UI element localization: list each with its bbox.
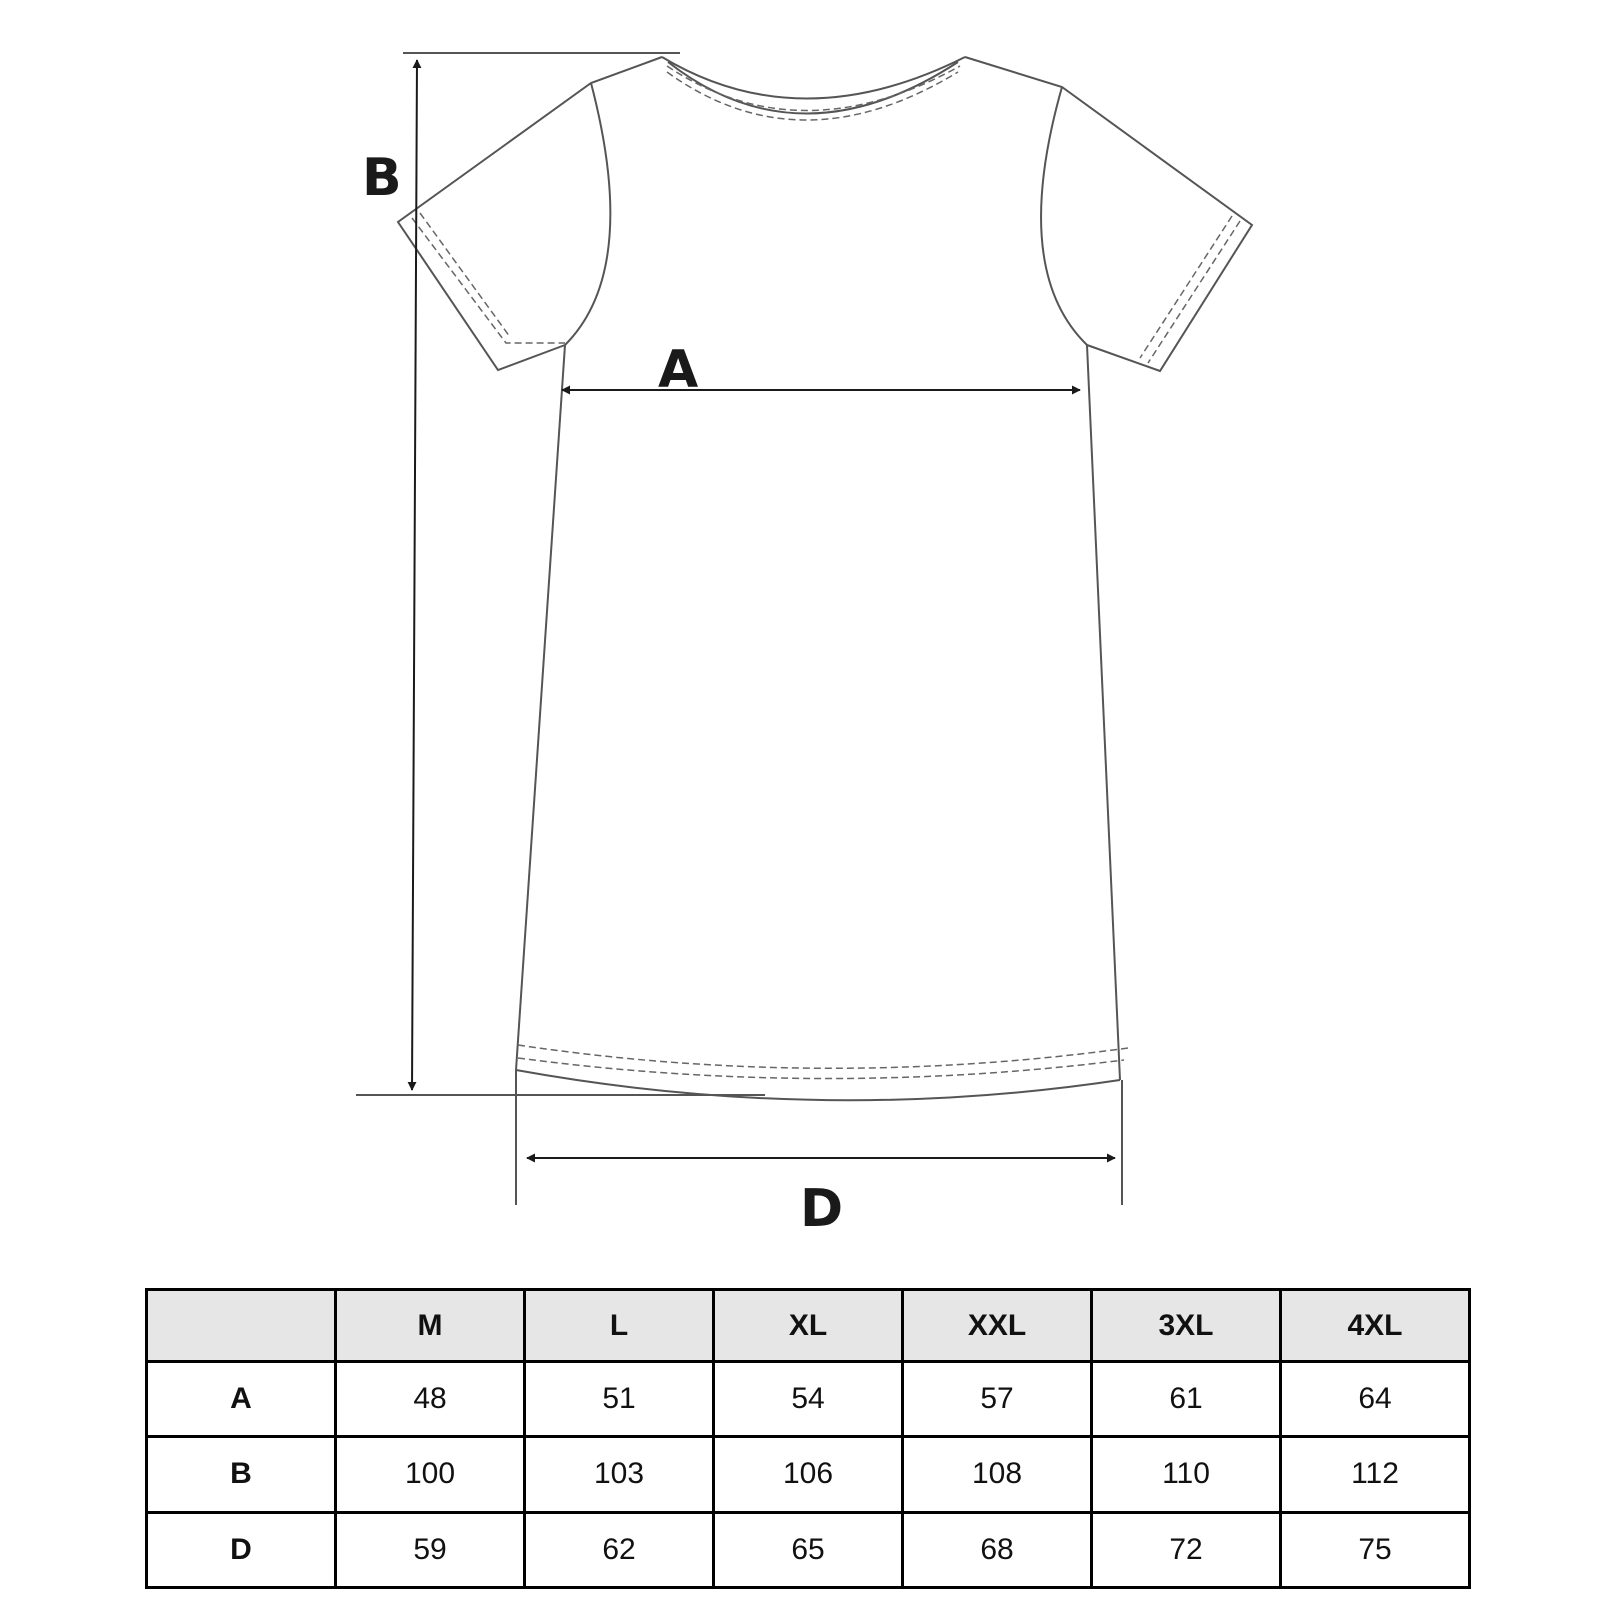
table-cell: 72	[1092, 1512, 1281, 1587]
table-cell: 75	[1281, 1512, 1470, 1587]
table-cell: 110	[1092, 1437, 1281, 1512]
dimension-b	[356, 53, 765, 1095]
table-header-row	[147, 1290, 1470, 1362]
table-cell: 51	[525, 1362, 714, 1437]
table-cell: 48	[336, 1362, 525, 1437]
size-header: XL	[714, 1290, 903, 1362]
label-a: A	[658, 340, 699, 400]
table-cell: 54	[714, 1362, 903, 1437]
row-label: B	[147, 1437, 336, 1512]
table-row	[147, 1362, 1470, 1437]
table-corner-cell	[147, 1290, 336, 1362]
label-d: D	[800, 1179, 844, 1239]
table-cell: 62	[525, 1512, 714, 1587]
table-cell: 108	[903, 1437, 1092, 1512]
table-cell: 64	[1281, 1362, 1470, 1437]
table-cell: 100	[336, 1437, 525, 1512]
size-table	[145, 1288, 1471, 1589]
stitching	[412, 66, 1240, 1079]
tshirt-outline	[398, 57, 1252, 1100]
row-label: A	[147, 1362, 336, 1437]
table-row	[147, 1512, 1470, 1587]
size-header: M	[336, 1290, 525, 1362]
table-cell: 57	[903, 1362, 1092, 1437]
table-cell: 61	[1092, 1362, 1281, 1437]
table-cell: 59	[336, 1512, 525, 1587]
row-label: D	[147, 1512, 336, 1587]
size-header: L	[525, 1290, 714, 1362]
table-cell: 112	[1281, 1437, 1470, 1512]
size-header: 4XL	[1281, 1290, 1470, 1362]
label-b: B	[362, 148, 402, 208]
table-cell: 65	[714, 1512, 903, 1587]
size-header: XXL	[903, 1290, 1092, 1362]
table-cell: 106	[714, 1437, 903, 1512]
table-row	[147, 1437, 1470, 1512]
table-cell: 68	[903, 1512, 1092, 1587]
table-cell: 103	[525, 1437, 714, 1512]
size-header: 3XL	[1092, 1290, 1281, 1362]
